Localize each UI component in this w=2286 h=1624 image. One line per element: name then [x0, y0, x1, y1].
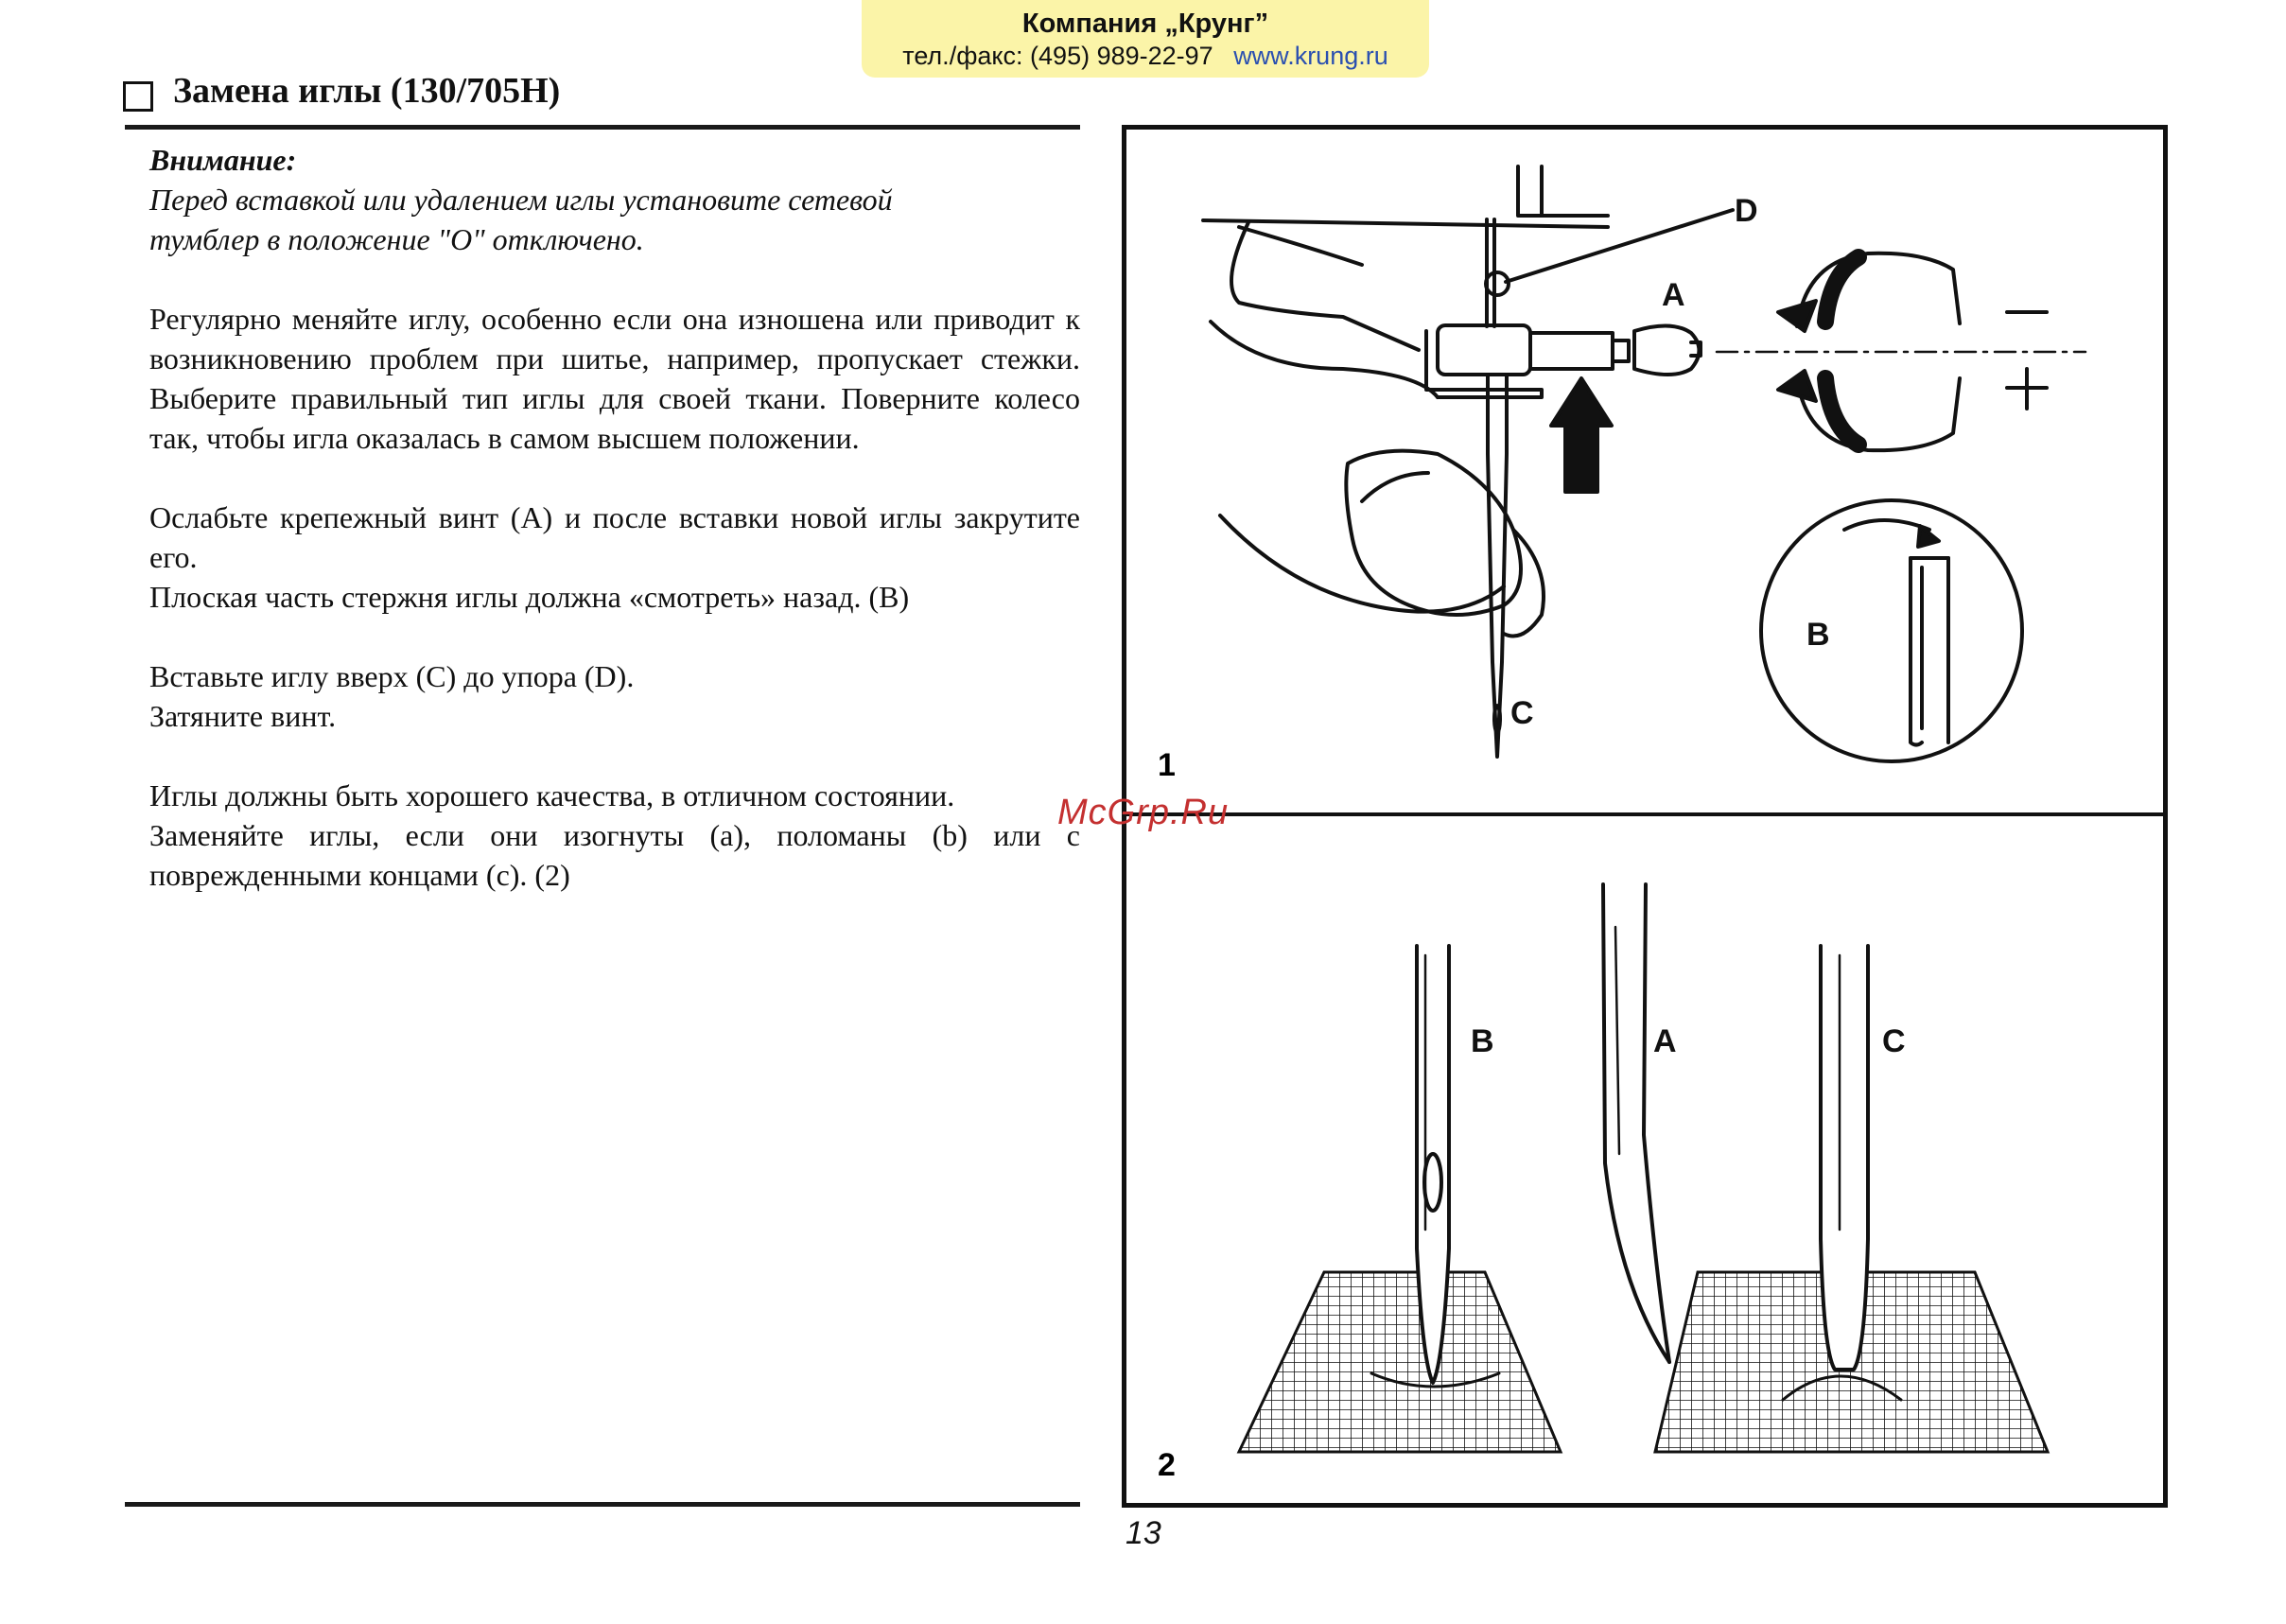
figure-1-label-a: A	[1662, 277, 1685, 313]
figure-1-label-c: C	[1510, 695, 1534, 731]
paragraph-line: Плоская часть стержня иглы должна «смотреть» назад. (B)	[149, 580, 910, 614]
warning-line: тумблер в положение "O" отключено.	[149, 222, 644, 256]
section-title: Замена иглы (130/705H)	[173, 71, 561, 111]
paragraph-line: Заменяйте иглы, если они изогнуты (a), поломаны (b) или с поврежденными концами (c). (2)	[149, 818, 1080, 892]
paragraph-replace-needle: Регулярно меняйте иглу, особенно если она изношена или приводит к возникновению проблем при шитье, например, пропускает стежки. Выберите правильный тип иглы для своей ткани. Поверните колесо так, чтобы игла оказалась в самом высшем положении.	[149, 302, 1080, 455]
company-name: Компания „Крунг”	[1021, 9, 1269, 39]
paragraph-line: Иглы должны быть хорошего качества, в отличном состоянии.	[149, 778, 955, 812]
figure-1-label-b: B	[1806, 617, 1830, 653]
paragraph-line: Вставьте иглу вверх (C) до упора (D).	[149, 659, 635, 693]
watermark-text: McGrp.Ru	[1057, 793, 1230, 832]
company-phone: тел./факс: (495) 989-22-97	[902, 42, 1213, 70]
figure-2-label-c: C	[1882, 1023, 1906, 1059]
company-website-link[interactable]: www.krung.ru	[1233, 42, 1388, 70]
figure-2-label-a: A	[1653, 1023, 1677, 1059]
paragraph-line: Затяните винт.	[149, 699, 337, 733]
figure-2-number: 2	[1158, 1447, 1176, 1483]
figure-2-label-b: B	[1471, 1023, 1494, 1059]
page-number: 13	[1126, 1515, 1161, 1551]
figure-1-label-d: D	[1735, 193, 1758, 229]
warning-title: Внимание:	[149, 143, 297, 177]
paragraph-line: Ослабьте крепежный винт (A) и после вставки новой иглы закрутите его.	[149, 500, 1080, 574]
warning-line: Перед вставкой или удалением иглы установите сетевой	[149, 183, 893, 217]
figure-1-number: 1	[1158, 747, 1176, 783]
